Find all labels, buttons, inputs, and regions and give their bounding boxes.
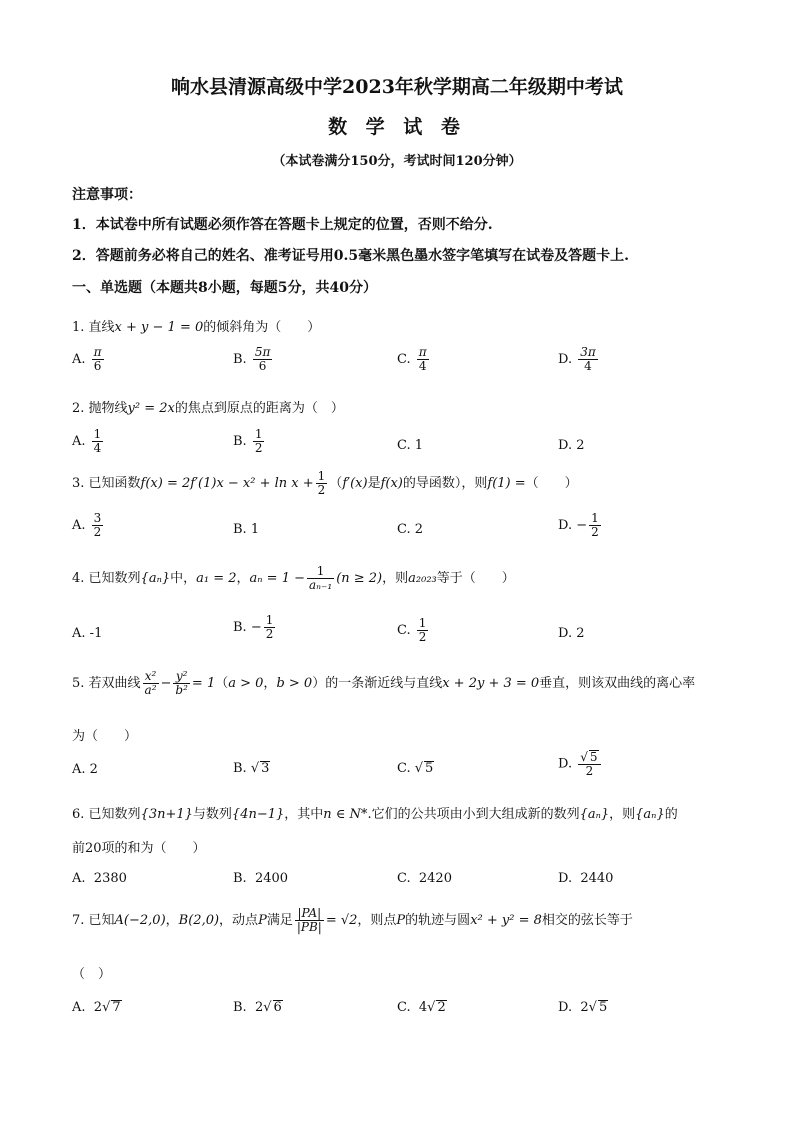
q4-option-b: B. − $\frac{1}{2}$	[233, 613, 274, 642]
q2-option-c: C. 1	[397, 438, 424, 453]
q5-option-a: A. 2	[72, 762, 98, 777]
q4-option-c: C. $\frac{1}{2}$	[397, 616, 427, 645]
question-7-stem-line2: （ ）	[72, 967, 112, 982]
question-1-stem: 1. 直线x + y − 1 = 0的倾斜角为（ ）	[72, 320, 321, 335]
q3-option-c: C. 2	[397, 522, 424, 537]
q2-option-d: D. 2	[558, 438, 585, 453]
notice-item-2: 2．答题前务必将自己的姓名、准考证号用0.5毫米黑色墨水签字笔填写在试卷及答题卡上.	[72, 248, 629, 264]
q2-option-a: A. $\frac{1}{4}$	[72, 427, 102, 456]
notice-item-1: 1．本试卷中所有试题必须作答在答题卡上规定的位置，否则不给分.	[72, 217, 493, 233]
notice-heading: 注意事项：	[72, 187, 142, 203]
q6-option-c: C. 2420	[397, 871, 452, 886]
q3-option-b: B. 1	[233, 522, 260, 537]
school-title: 响水县清源高级中学2023年秋学期高二年级期中考试	[171, 76, 623, 98]
section-heading: 一、单选题（本题共8小题，每题5分，共40分）	[72, 280, 377, 296]
q4-option-d: D. 2	[558, 626, 585, 641]
q7-option-a: A. 2√ 7	[72, 1000, 121, 1015]
q6-option-a: A. 2380	[72, 871, 127, 886]
q1-option-d: D. $\frac{3\pi}{4}$	[558, 345, 596, 374]
q5-option-d: D. $\frac{√ 5}{2}$	[558, 750, 603, 778]
q6-option-d: D. 2440	[558, 871, 614, 886]
question-6-stem: 6. 已知数列{3n+1}与数列{4n−1}，其中n ∈ N*.它们的公共项由小到大组成新的数列{aₙ}，则{aₙ}的	[72, 807, 678, 822]
question-7-stem: 7. 已知A(−2,0)，B(2,0)，动点P满足 $\frac{|PA|}{|PB|}$ = √2，则点P的轨迹与圆x² + y² = 8相交的弦长等于	[72, 906, 633, 935]
q3-option-d: D. − $\frac{1}{2}$	[558, 511, 599, 540]
question-5-stem: 5. 若双曲线 $\frac{\text{x²}}{\text{a²}}$ − $\frac{\text{y²}}{\text{b²}}$ = 1（a > 0，b > 0）的一条渐近线与直线x + 2y + 3 = 0垂直，则该双曲线的离心率	[72, 669, 696, 698]
q3-option-a: A. $\frac{3}{2}$	[72, 511, 102, 540]
q4-option-a: A. -1	[72, 626, 103, 641]
q5-option-b: B. √ 3	[233, 761, 270, 776]
q5-option-c: C. √ 5	[397, 761, 434, 776]
question-5-stem-line2: 为（ ）	[72, 729, 138, 744]
subject-title: 数 学 试 卷	[328, 116, 466, 138]
q2-option-b: B. $\frac{1}{2}$	[233, 427, 263, 456]
question-4-stem: 4. 已知数列{aₙ}中，a₁ = 2，aₙ = 1 − $\frac{1}{\text{aₙ₋₁}}$ (n ≥ 2)，则a₂₀₂₃等于（ ）	[72, 564, 515, 593]
exam-info: （本试卷满分150分，考试时间120分钟）	[272, 154, 522, 169]
q7-option-d: D. 2√ 5	[558, 1000, 608, 1015]
q1-option-a: A. $\frac{\pi}{6}$	[72, 345, 102, 374]
q6-option-b: B. 2400	[233, 871, 289, 886]
q7-option-c: C. 4√ 2	[397, 1000, 446, 1015]
q1-option-b: B. $\frac{5\pi}{6}$	[233, 345, 271, 374]
q1-option-c: C. $\frac{\pi}{4}$	[397, 345, 427, 374]
question-3-stem: 3. 已知函数f(x) = 2f′(1)x − x² + ln x + $\frac{1}{2}$ （f′(x)是f(x)的导函数），则f(1) =（ ）	[72, 469, 578, 498]
question-6-stem-line2: 前20项的和为（ ）	[72, 841, 206, 856]
question-2-stem: 2. 抛物线y² = 2x的焦点到原点的距离为（ ）	[72, 401, 344, 416]
q7-option-b: B. 2√ 6	[233, 1000, 282, 1015]
